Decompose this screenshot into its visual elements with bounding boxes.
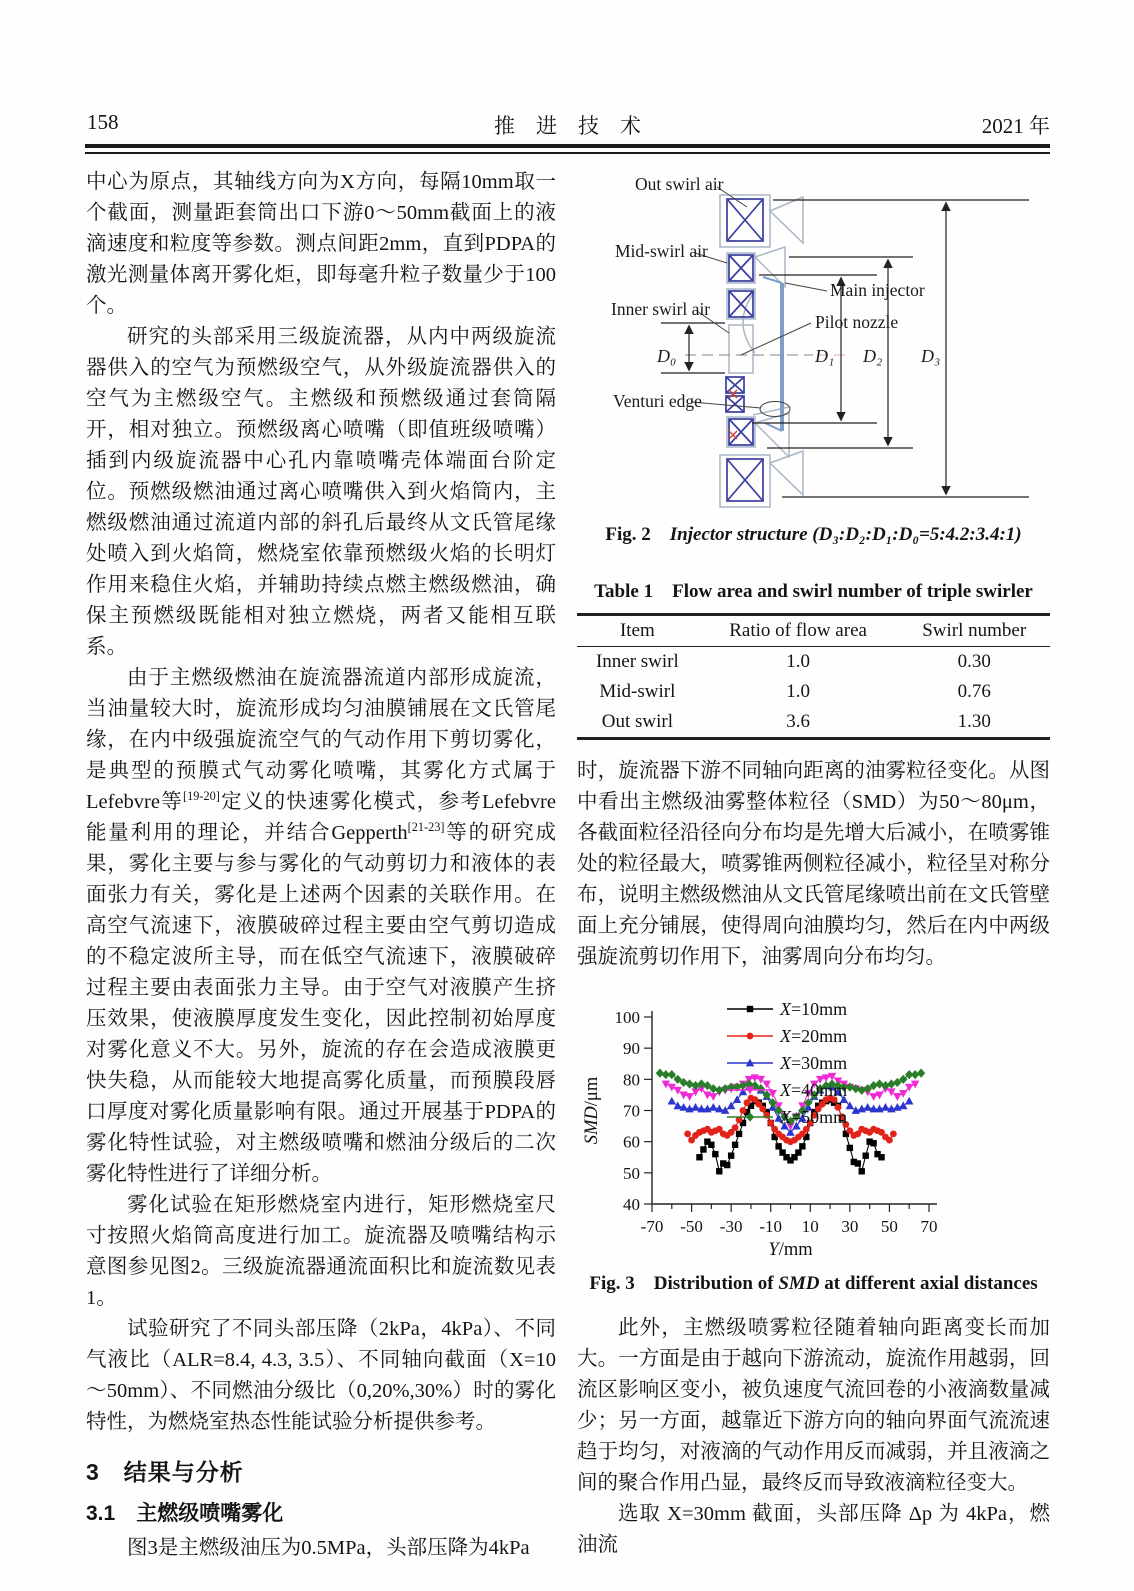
paragraph: 由于主燃级燃油在旋流器流道内部形成旋流，当油量较大时，旋流形成均匀油膜铺展在文氏管尾缘，在内中级强旋流空气的气动作用下剪切雾化，是典型的预膜式气动雾化喷嘴，其雾化方式属于Lefebvre等[19-20]定义的快速雾化模式，参考Lefebvre能量利用的理论，并结合Gepperth[21-23]等的研究成果，雾化主要与参与雾化的气动剪切力和液体的表面张力有关，雾化是上述两个因素的关联作用。在高空气流速下，液膜破碎过程主要由空气剪切造成的不稳定波所主导，而在低空气流速下，液膜破碎过程主要由表面张力主导。由于空气对液膜产生挤压效果，使液膜厚度发生变化，因此控制初始厚度对雾化意义不大。另外，旋流的存在会造成液膜更快失稳，从而能较大地提高雾化质量，而预膜段唇口厚度对雾化质量影响有限。通过开展基于PDPA的雾化特性试验，对主燃级喷嘴和燃油分级后的二次雾化特性进行了详细分析。 [86, 667, 556, 1185]
table1-header [577, 615, 1050, 647]
table1-header-cell: Swirl number [898, 615, 1050, 647]
label-d3: D₃ [921, 346, 941, 366]
svg-text:60: 60 [623, 1132, 640, 1152]
left-column [86, 167, 556, 1564]
table1-header-cell: Ratio of flow area [698, 615, 899, 647]
paragraph: 中心为原点，其轴线方向为X方向，每隔10mm取一个截面，测量距套筒出口下游0～50mm截面上的液滴速度和粒度等参数。测点间距2mm，直到PDPA的激光测量体离开雾化炬，即每毫升粒子数量少于100个。 [86, 171, 556, 317]
table-cell: 1.0 [786, 651, 810, 672]
header-rule-thin [85, 152, 1050, 154]
paragraph: 试验研究了不同头部压降（2kPa，4kPa）、不同气液比（ALR=8.4, 4.3, 3.5）、不同轴向截面（X=10～50mm）、不同燃油分级比（0,20%,30%）时的雾化特性，为燃烧室热态性能试验分析提供参考。 [86, 1318, 556, 1433]
header-rule-thick [85, 144, 1050, 148]
label-out-swirl-air: Out swirl air [635, 174, 724, 194]
table1 [577, 613, 1050, 740]
table-cell: Mid-swirl [599, 681, 676, 702]
svg-text:70: 70 [623, 1101, 640, 1121]
page-number: 158 [87, 110, 119, 134]
svg-text:50: 50 [623, 1163, 640, 1183]
svg-text:-30: -30 [719, 1217, 743, 1236]
table-cell: Inner swirl [595, 651, 679, 672]
table1-body [577, 647, 1050, 739]
paragraph: 选取 X=30mm 截面，头部压降 Δp 为 4kPa，燃油流 [577, 1503, 1050, 1556]
fig3-caption-smd: SMD [778, 1273, 820, 1294]
dimension-lines [661, 200, 1029, 497]
svg-text:Y/mm: Y/mm [768, 1240, 813, 1259]
svg-text:X=50mm: X=50mm [780, 1107, 848, 1127]
label-pilot-nozzle: Pilot nozzle [815, 312, 899, 332]
label-d1: D₁ [815, 346, 835, 366]
table-cell: Out swirl [601, 711, 673, 732]
svg-text:30: 30 [841, 1217, 859, 1236]
section-heading: 3 结果与分析 [86, 1459, 244, 1485]
fig3-smd-chart [577, 987, 1035, 1259]
svg-text:90: 90 [623, 1039, 640, 1059]
table-cell: 0.76 [957, 681, 991, 702]
fig3-caption-prefix: Fig. 3 [589, 1273, 635, 1294]
paragraph: 时，旋流器下游不同轴向距离的油雾粒径变化。从图中看出主燃级油雾整体粒径（SMD）为50～80μm，各截面粒径沿径向分布均是先增大后减小，在喷雾锥处的粒径最大，喷雾锥两侧粒径减小，粒径呈对称分布，说明主燃级燃油从文氏管尾缘喷出前在文氏管壁面上充分铺展，使得周向油膜均匀，然后在内中两级强旋流剪切作用下，油雾周向分布均匀。 [577, 760, 1050, 968]
right-column-text-top [577, 756, 1050, 973]
table1-title: Table 1 Flow area and swirl number of triple swirler [594, 581, 1033, 602]
label-leaders [691, 187, 827, 417]
right-column-text-bottom [577, 1313, 1050, 1561]
fig2-caption [577, 519, 1050, 546]
paragraph: 研究的头部采用三级旋流器，从内中两级旋流器供入的空气为预燃级空气，从外级旋流器供入的空气为主燃级空气。主燃级和预燃级通过套筒隔开，相对独立。预燃级离心喷嘴（即值班级喷嘴）插到内级旋流器中心孔内靠喷嘴壳体端面台阶定位。预燃级燃油通过离心喷嘴供入到火焰筒内，主燃级燃油通过流道内部的斜孔后最终从文氏管尾缘处喷入到火焰筒，燃烧室依靠预燃级火焰的长明灯作用来稳住火焰，并辅助持续点燃主燃级燃油，确保主预燃级既能相对独立燃烧，两者又能相互联系。 [86, 326, 556, 658]
table-row [577, 707, 1050, 739]
svg-text:100: 100 [614, 1008, 640, 1027]
label-inner-swirl-air: Inner swirl air [611, 299, 711, 319]
svg-text:70: 70 [920, 1217, 938, 1236]
table-cell: 1.0 [786, 681, 810, 702]
label-d0: D₀ [657, 346, 677, 366]
table-row [577, 647, 1050, 678]
fig3-chart-block [577, 987, 1050, 1295]
table-cell: 3.6 [786, 711, 810, 732]
journal-title: 推 进 技 术 [494, 114, 641, 138]
left-column-text-closing [86, 1533, 556, 1564]
paragraph: 雾化试验在矩形燃烧室内进行，矩形燃烧室尺寸按照火焰筒高度进行加工。旋流器及喷嘴结构示意图参见图2。三级旋流器通流面积比和旋流数见表1。 [86, 1194, 556, 1309]
red-cross-marks [729, 390, 737, 439]
table-cell: 1.30 [957, 711, 991, 732]
svg-text:50: 50 [880, 1217, 898, 1236]
left-column-text [86, 167, 556, 1438]
fig3-caption [577, 1268, 1050, 1295]
subsection-heading: 3.1 主燃级喷嘴雾化 [86, 1502, 284, 1525]
fig2-caption-prefix: Fig. 2 [605, 524, 651, 545]
right-column [577, 165, 1050, 1561]
label-main-injector: Main injector [830, 280, 925, 300]
paragraph: 此外，主燃级喷雾粒径随着轴向距离变长而加大。一方面是由于越向下游流动，旋流作用越弱，回流区影响区变小，被负速度气流回卷的小液滴数量减少；另一方面，越靠近下游方向的轴向界面气流流速趋于均匀，对液滴的气动作用反而减弱，并且液滴之间的聚合作用凸显，最终反而导致液滴粒径变大。 [577, 1317, 1050, 1494]
svg-text:10: 10 [801, 1217, 819, 1236]
label-d2: D₂ [863, 346, 883, 366]
svg-text:X=20mm: X=20mm [780, 1026, 848, 1046]
label-mid-swirl-air: Mid-swirl air [615, 241, 708, 261]
table-cell: 0.30 [957, 651, 991, 672]
fig3-caption-part2: at different axial distances [819, 1273, 1038, 1294]
svg-text:-70: -70 [640, 1217, 664, 1236]
svg-text:SMD/μm: SMD/μm [582, 1076, 602, 1145]
page-header [85, 110, 1050, 140]
table-row [577, 677, 1050, 707]
fig3-caption-part1: Distribution of [653, 1273, 779, 1294]
svg-text:X=40mm: X=40mm [780, 1080, 848, 1100]
publication-year: 2021 年 [981, 114, 1050, 138]
fig2-injector-diagram [577, 165, 1047, 510]
paragraph: 图3是主燃级油压为0.5MPa，头部压降为4kPa [127, 1537, 530, 1559]
label-venturi-edge: Venturi edge [613, 391, 702, 411]
svg-text:-10: -10 [759, 1217, 783, 1236]
svg-text:X=30mm: X=30mm [780, 1053, 848, 1073]
svg-text:X=10mm: X=10mm [780, 999, 848, 1019]
fig2-caption-text: Injector structure (D₃:D₂:D₁:D₀=5:4.2:3.4:1) [669, 524, 1022, 545]
table1-header-cell: Item [577, 615, 698, 647]
svg-text:80: 80 [623, 1070, 640, 1090]
svg-text:-50: -50 [680, 1217, 703, 1236]
svg-text:40: 40 [623, 1195, 640, 1214]
